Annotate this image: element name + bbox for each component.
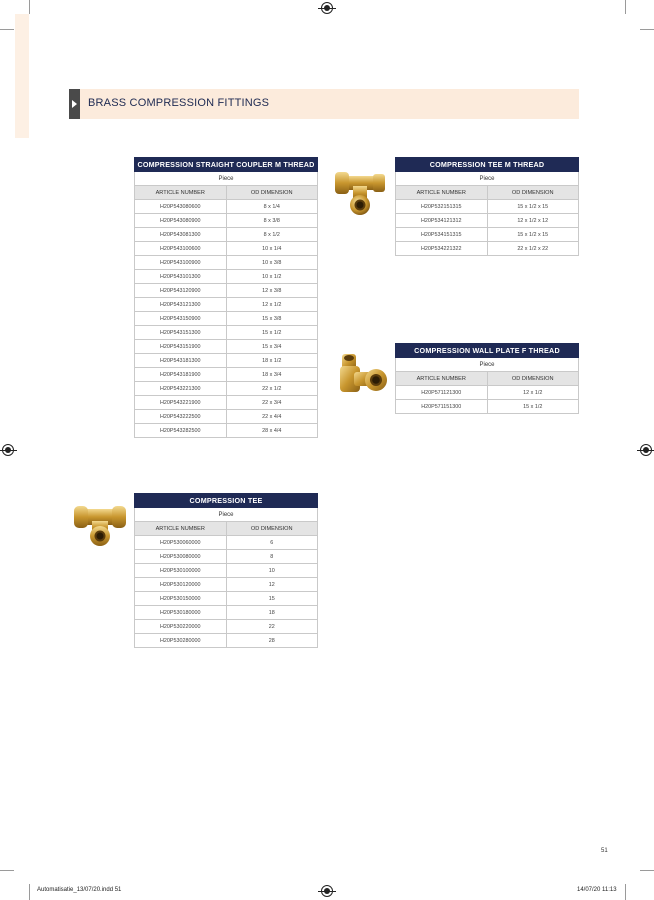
col-od-dimension: OD DIMENSION xyxy=(226,186,318,200)
article-number-cell: H20P543221300 xyxy=(135,382,227,396)
od-dimension-cell: 12 x 1/2 xyxy=(487,386,579,400)
od-dimension-cell: 28 x 4/4 xyxy=(226,424,318,438)
od-dimension-cell: 15 x 1/2 xyxy=(487,400,579,414)
registration-mark-left xyxy=(2,444,14,456)
table-row xyxy=(396,386,579,400)
article-number-cell: H20P543181300 xyxy=(135,354,227,368)
table-row xyxy=(135,536,318,550)
od-dimension-cell: 12 x 3/8 xyxy=(226,284,318,298)
article-number-cell: H20P543080600 xyxy=(135,200,227,214)
side-color-strip xyxy=(15,14,29,138)
od-dimension-cell: 6 xyxy=(226,536,318,550)
compression-tee-image xyxy=(72,503,128,547)
col-article-number: ARTICLE NUMBER xyxy=(135,186,227,200)
table-row xyxy=(396,200,579,214)
registration-mark-right xyxy=(640,444,652,456)
table-row xyxy=(135,410,318,424)
table-row xyxy=(135,592,318,606)
article-number-cell: H20P534151315 xyxy=(396,228,488,242)
article-number-cell: H20P543282500 xyxy=(135,424,227,438)
registration-mark-top xyxy=(321,2,333,14)
od-dimension-cell: 8 x 3/8 xyxy=(226,214,318,228)
od-dimension-cell: 8 xyxy=(226,550,318,564)
table-unit: Piece xyxy=(396,172,579,186)
col-od-dimension: OD DIMENSION xyxy=(487,186,579,200)
od-dimension-cell: 18 x 1/2 xyxy=(226,354,318,368)
table-row xyxy=(135,326,318,340)
table-row xyxy=(135,354,318,368)
table-row xyxy=(135,228,318,242)
od-dimension-cell: 18 x 3/4 xyxy=(226,368,318,382)
article-number-cell: H20P530100000 xyxy=(135,564,227,578)
section-title: BRASS COMPRESSION FITTINGS xyxy=(88,97,270,109)
article-number-cell: H20P543151900 xyxy=(135,340,227,354)
print-slug-file: Automatisatie_13/07/20.indd 51 xyxy=(37,887,122,893)
article-number-cell: H20P543221900 xyxy=(135,396,227,410)
table-title: COMPRESSION TEE xyxy=(135,494,318,508)
table-row xyxy=(135,382,318,396)
wall-plate-image xyxy=(336,352,388,398)
col-od-dimension: OD DIMENSION xyxy=(226,522,318,536)
article-number-cell: H20P543151300 xyxy=(135,326,227,340)
table-title: COMPRESSION WALL PLATE F THREAD xyxy=(396,344,579,358)
crop-mark xyxy=(0,870,14,871)
crop-mark xyxy=(29,0,30,14)
od-dimension-cell: 12 xyxy=(226,578,318,592)
od-dimension-cell: 22 x 1/2 xyxy=(226,382,318,396)
od-dimension-cell: 10 xyxy=(226,564,318,578)
article-number-cell: H20P543181900 xyxy=(135,368,227,382)
table-title: COMPRESSION TEE M THREAD xyxy=(396,158,579,172)
article-number-cell: H20P543080900 xyxy=(135,214,227,228)
od-dimension-cell: 15 x 1/2 xyxy=(226,326,318,340)
od-dimension-cell: 12 x 1/2 x 12 xyxy=(487,214,579,228)
table-row xyxy=(135,368,318,382)
table-unit: Piece xyxy=(135,172,318,186)
crop-mark xyxy=(29,884,30,900)
article-number-cell: H20P543120900 xyxy=(135,284,227,298)
table-row xyxy=(135,340,318,354)
table-compression-tee-m-thread xyxy=(395,157,579,256)
article-number-cell: H20P543100600 xyxy=(135,242,227,256)
article-number-cell: H20P543222500 xyxy=(135,410,227,424)
table-row xyxy=(135,256,318,270)
od-dimension-cell: 12 x 1/2 xyxy=(226,298,318,312)
article-number-cell: H20P543081300 xyxy=(135,228,227,242)
table-unit: Piece xyxy=(396,358,579,372)
table-row xyxy=(135,424,318,438)
table-row xyxy=(135,564,318,578)
header-arrow-icon xyxy=(69,89,80,119)
od-dimension-cell: 10 x 1/2 xyxy=(226,270,318,284)
od-dimension-cell: 15 x 3/4 xyxy=(226,340,318,354)
table-row xyxy=(135,620,318,634)
table-row xyxy=(135,396,318,410)
section-header xyxy=(69,89,579,119)
article-number-cell: H20P543121300 xyxy=(135,298,227,312)
table-row xyxy=(135,312,318,326)
crop-mark xyxy=(625,0,626,14)
col-article-number: ARTICLE NUMBER xyxy=(396,372,488,386)
crop-mark xyxy=(640,870,654,871)
od-dimension-cell: 8 x 1/4 xyxy=(226,200,318,214)
article-number-cell: H20P534221322 xyxy=(396,242,488,256)
article-number-cell: H20P543100900 xyxy=(135,256,227,270)
od-dimension-cell: 22 x 4/4 xyxy=(226,410,318,424)
table-title: COMPRESSION STRAIGHT COUPLER M THREAD xyxy=(135,158,318,172)
od-dimension-cell: 22 x 1/2 x 22 xyxy=(487,242,579,256)
od-dimension-cell: 10 x 1/4 xyxy=(226,242,318,256)
od-dimension-cell: 15 x 1/2 x 15 xyxy=(487,228,579,242)
table-row xyxy=(135,606,318,620)
crop-mark xyxy=(625,884,626,900)
col-article-number: ARTICLE NUMBER xyxy=(135,522,227,536)
crop-mark xyxy=(640,29,654,30)
table-row xyxy=(135,200,318,214)
od-dimension-cell: 10 x 3/8 xyxy=(226,256,318,270)
od-dimension-cell: 15 x 1/2 x 15 xyxy=(487,200,579,214)
table-row xyxy=(135,284,318,298)
od-dimension-cell: 15 x 3/8 xyxy=(226,312,318,326)
table-row xyxy=(135,550,318,564)
od-dimension-cell: 22 x 3/4 xyxy=(226,396,318,410)
od-dimension-cell: 8 x 1/2 xyxy=(226,228,318,242)
article-number-cell: H20P543150900 xyxy=(135,312,227,326)
article-number-cell: H20P571151300 xyxy=(396,400,488,414)
article-number-cell: H20P530180000 xyxy=(135,606,227,620)
page-number: 51 xyxy=(601,848,608,854)
article-number-cell: H20P530280000 xyxy=(135,634,227,648)
article-number-cell: H20P534121312 xyxy=(396,214,488,228)
table-unit: Piece xyxy=(135,508,318,522)
table-row xyxy=(135,578,318,592)
article-number-cell: H20P530120000 xyxy=(135,578,227,592)
table-row xyxy=(396,228,579,242)
article-number-cell: H20P543101300 xyxy=(135,270,227,284)
table-row xyxy=(396,214,579,228)
registration-mark-bottom xyxy=(321,885,333,897)
table-compression-wall-plate xyxy=(395,343,579,414)
tee-m-thread-image xyxy=(333,166,389,216)
od-dimension-cell: 28 xyxy=(226,634,318,648)
od-dimension-cell: 15 xyxy=(226,592,318,606)
od-dimension-cell: 22 xyxy=(226,620,318,634)
table-row xyxy=(396,242,579,256)
table-row xyxy=(135,242,318,256)
crop-mark xyxy=(0,29,14,30)
table-row xyxy=(396,400,579,414)
table-compression-tee xyxy=(134,493,318,648)
article-number-cell: H20P532151315 xyxy=(396,200,488,214)
table-row xyxy=(135,634,318,648)
col-article-number: ARTICLE NUMBER xyxy=(396,186,488,200)
table-compression-straight-coupler xyxy=(134,157,318,438)
od-dimension-cell: 18 xyxy=(226,606,318,620)
table-row xyxy=(135,214,318,228)
article-number-cell: H20P530080000 xyxy=(135,550,227,564)
table-row xyxy=(135,298,318,312)
article-number-cell: H20P571121300 xyxy=(396,386,488,400)
article-number-cell: H20P530150000 xyxy=(135,592,227,606)
table-row xyxy=(135,270,318,284)
print-slug-date: 14/07/20 11:13 xyxy=(577,887,617,893)
article-number-cell: H20P530220000 xyxy=(135,620,227,634)
article-number-cell: H20P530060000 xyxy=(135,536,227,550)
col-od-dimension: OD DIMENSION xyxy=(487,372,579,386)
